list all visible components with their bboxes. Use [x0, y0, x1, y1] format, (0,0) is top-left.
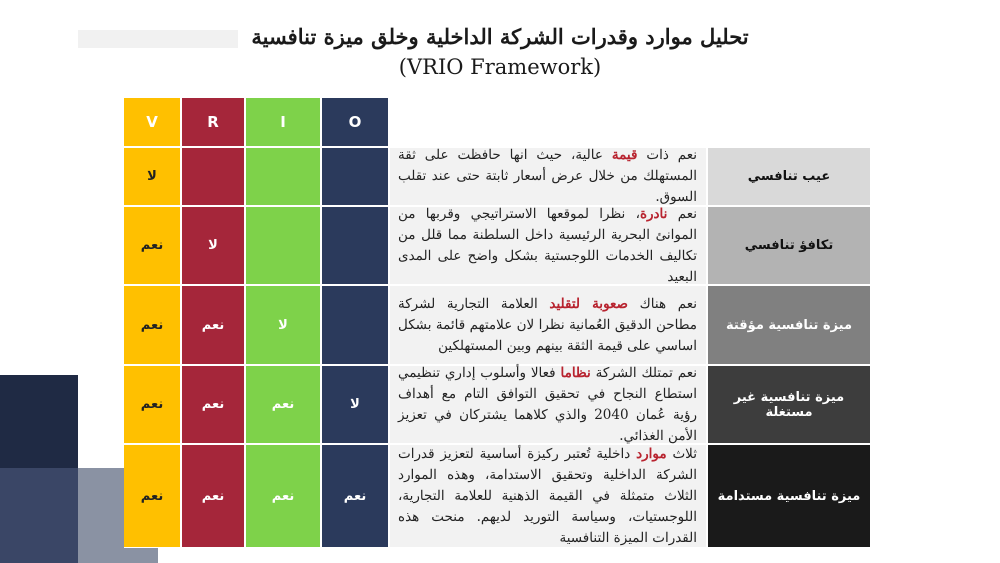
description-text-end: فعالا وأسلوب إداري تنظيمي استطاع النجاح في تحقيق التوافق التام مع أهداف رؤية عُمان 2040 والذي كلاهما يشتركان في تعزيز الأمن الغذائي. [398, 364, 697, 444]
cell-o: نعم [322, 445, 388, 547]
header-r: R [182, 98, 244, 146]
description-text-start: نعم ذات [637, 147, 698, 163]
description-cell [390, 366, 706, 443]
description-cell [390, 286, 706, 364]
header-i: I [246, 98, 320, 146]
cell-i [246, 207, 320, 284]
decor-block-dark [0, 375, 78, 468]
description-highlight: نادرة [639, 205, 668, 222]
cell-o [322, 286, 388, 364]
description-text [398, 145, 697, 208]
description-cell [390, 148, 706, 205]
description-text-start: ثلاث [666, 445, 697, 462]
description-text-end: عالية، حيث انها حافظت على ثقة المستهلك من خلال عرض أسعار ثابتة حتى عند تقلب السوق. [398, 147, 697, 205]
cell-v: نعم [124, 286, 180, 364]
title-framework: (VRIO Framework) [398, 55, 602, 79]
row-label: ميزة تنافسية مستدامة [708, 445, 870, 547]
description-text-start: نعم [667, 205, 697, 222]
decor-bar-top-left [78, 30, 238, 48]
cell-r: نعم [182, 445, 244, 547]
cell-v: نعم [124, 366, 180, 443]
cell-o: لا [322, 366, 388, 443]
header-o: O [322, 98, 388, 146]
cell-r: نعم [182, 286, 244, 364]
description-highlight: نظاما [560, 364, 591, 381]
cell-r: لا [182, 207, 244, 284]
cell-i [246, 148, 320, 205]
cell-i: لا [246, 286, 320, 364]
description-cell [390, 207, 706, 284]
decor-block-slate [0, 468, 78, 563]
description-text [398, 363, 697, 447]
description-text-end: داخلية تُعتبر ركيزة أساسية لتعزيز قدرات الشركة الداخلية وتحقيق الاستدامة، وهذه الموارد الثلاث متمثلة في القيمة الذهنية للعلامة التجارية، اللوجستيات، وسياسة التوريد لديهم. منحت هذه القدرات الميزة التنافسية [398, 445, 697, 546]
cell-o [322, 207, 388, 284]
cell-v: نعم [124, 445, 180, 547]
row-label: تكافؤ تنافسي [708, 207, 870, 284]
cell-v: لا [124, 148, 180, 205]
vrio-table [124, 98, 870, 548]
cell-i: نعم [246, 445, 320, 547]
description-text-end: العلامة التجارية لشركة مطاحن الدقيق العُمانية نظرا لان علامتهم قائمة بشكل اساسي على قيمة الثقة بينهم وبين المستهلكين [398, 295, 697, 354]
row-label: ميزة تنافسية غير مستغلة [708, 366, 870, 443]
description-cell [390, 445, 706, 547]
description-text-start: نعم تمتلك الشركة [590, 364, 698, 381]
description-text [398, 444, 697, 549]
cell-o [322, 148, 388, 205]
description-text-start: نعم هناك [628, 295, 697, 312]
description-highlight: صعوبة لتقليد [549, 295, 629, 312]
cell-r: نعم [182, 366, 244, 443]
title-arabic: تحليل موارد وقدرات الشركة الداخلية وخلق ميزة تنافسية [251, 24, 749, 49]
row-label: ميزة تنافسية مؤقتة [708, 286, 870, 364]
description-highlight: قيمة [611, 147, 638, 163]
cell-r [182, 148, 244, 205]
cell-i: نعم [246, 366, 320, 443]
page-title [250, 22, 750, 82]
description-text [398, 204, 697, 288]
description-text-end: ، نظرا لموقعها الاستراتيجي وقربها من الموانئ البحرية الرئيسية داخل السلطنة مما قلل من تكاليف الخدمات اللوجستية بشكل واضح على المدى البعيد [398, 205, 697, 285]
description-highlight: موارد [636, 445, 667, 462]
row-label: عيب تنافسي [708, 148, 870, 205]
cell-v: نعم [124, 207, 180, 284]
header-v: V [124, 98, 180, 146]
description-text [398, 294, 697, 357]
